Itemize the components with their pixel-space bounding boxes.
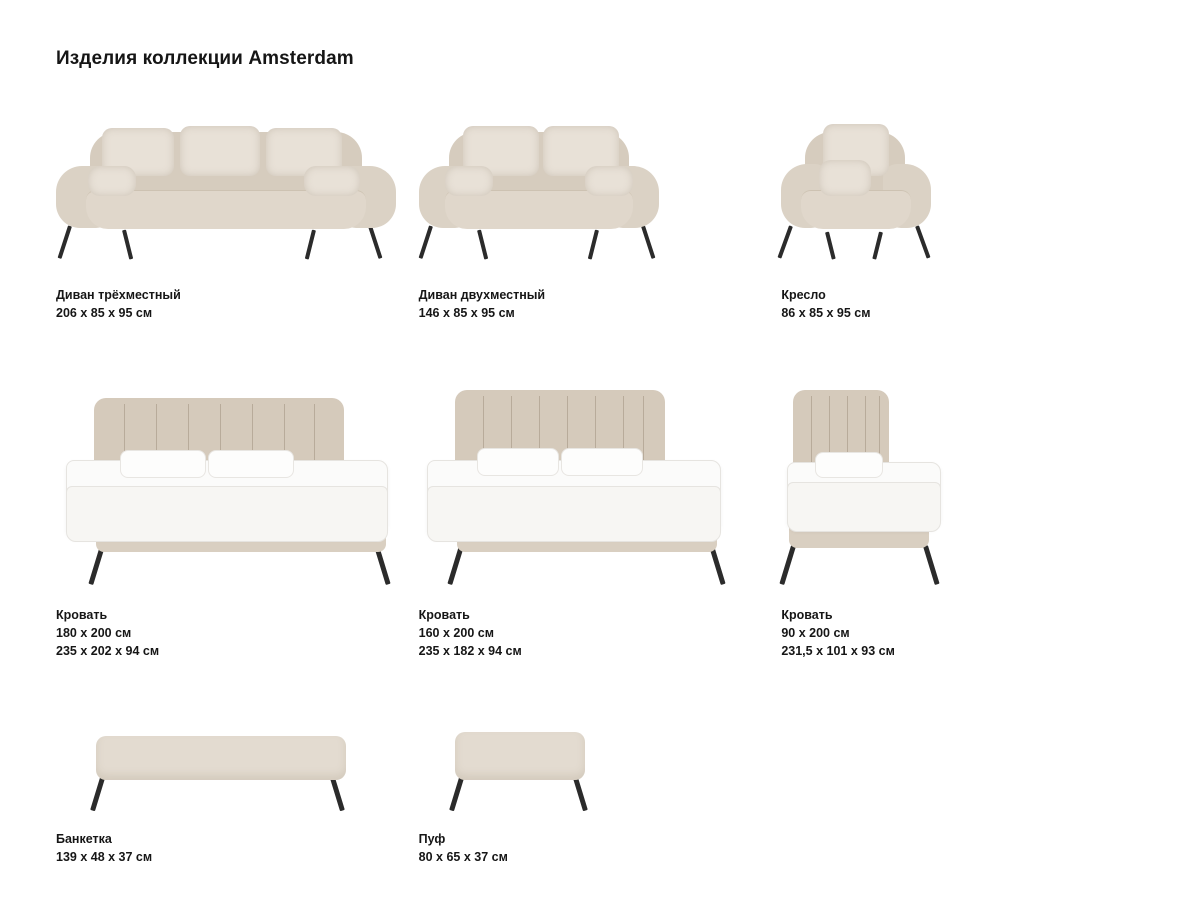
product-card-armchair[interactable] bbox=[781, 108, 1144, 322]
armchair-illustration bbox=[781, 108, 1144, 278]
product-card-pouf[interactable] bbox=[419, 712, 782, 866]
bench-illustration bbox=[56, 712, 419, 822]
product-card-bed-160[interactable] bbox=[419, 378, 782, 660]
product-dimension: 80 x 65 x 37 см bbox=[418, 850, 508, 864]
product-row-sofas bbox=[56, 108, 1144, 322]
product-row-beds bbox=[56, 378, 1144, 660]
product-caption bbox=[56, 830, 419, 866]
bed-medium-illustration bbox=[419, 378, 782, 598]
product-card-bench[interactable] bbox=[56, 712, 419, 866]
product-name: Диван двухместный bbox=[418, 288, 546, 302]
product-dimension: 146 x 85 x 95 см bbox=[418, 306, 515, 320]
product-name: Кресло bbox=[781, 288, 826, 302]
product-dimension-overall: 235 x 202 x 94 см bbox=[56, 644, 160, 658]
product-caption bbox=[56, 286, 419, 322]
product-dimension: 160 x 200 см bbox=[418, 626, 494, 640]
pouf-illustration bbox=[419, 712, 782, 822]
product-name: Кровать bbox=[781, 608, 833, 622]
product-caption bbox=[419, 606, 782, 660]
product-card-two-seat-sofa[interactable] bbox=[419, 108, 782, 322]
product-dimension-overall: 235 x 182 x 94 см bbox=[418, 644, 522, 658]
product-name: Диван трёхместный bbox=[56, 288, 181, 302]
bed-single-illustration bbox=[781, 378, 1144, 598]
three-seat-sofa-illustration bbox=[56, 108, 419, 278]
product-card-bed-90[interactable] bbox=[781, 378, 1144, 660]
two-seat-sofa-illustration bbox=[419, 108, 782, 278]
product-dimension: 86 x 85 x 95 см bbox=[781, 306, 871, 320]
product-caption bbox=[419, 286, 782, 322]
product-caption bbox=[781, 606, 1144, 660]
product-caption bbox=[56, 606, 419, 660]
product-name: Кровать bbox=[56, 608, 108, 622]
product-dimension: 90 x 200 см bbox=[781, 626, 850, 640]
product-name: Банкетка bbox=[56, 832, 112, 846]
product-dimension: 206 x 85 x 95 см bbox=[56, 306, 153, 320]
product-card-empty bbox=[781, 712, 1144, 866]
product-row-bench-pouf bbox=[56, 712, 1144, 866]
product-dimension: 139 x 48 x 37 см bbox=[56, 850, 153, 864]
product-card-bed-180[interactable] bbox=[56, 378, 419, 660]
product-dimension: 180 x 200 см bbox=[56, 626, 132, 640]
product-caption bbox=[781, 286, 1144, 322]
product-name: Кровать bbox=[418, 608, 470, 622]
page-title: Изделия коллекции Amsterdam bbox=[56, 48, 354, 69]
product-name: Пуф bbox=[418, 832, 446, 846]
bed-large-illustration bbox=[56, 378, 419, 598]
product-caption bbox=[419, 830, 782, 866]
product-dimension-overall: 231,5 x 101 x 93 см bbox=[781, 644, 895, 658]
product-card-three-seat-sofa[interactable] bbox=[56, 108, 419, 322]
